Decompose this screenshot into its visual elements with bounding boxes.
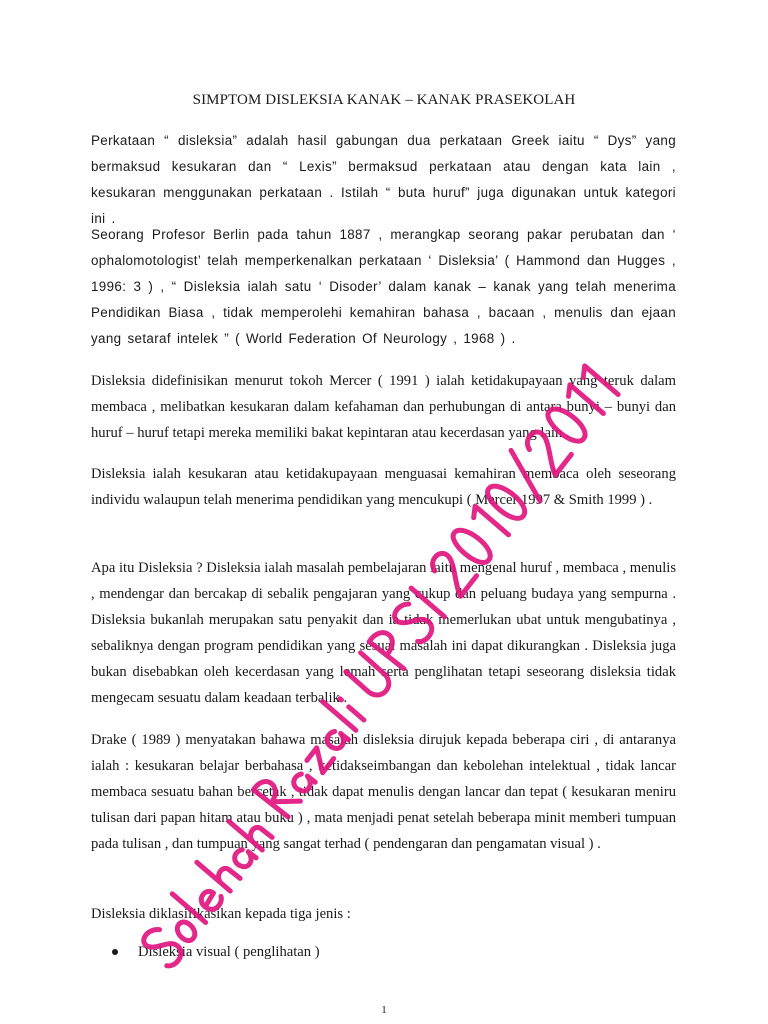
paragraph-7: Disleksia diklasifikasikan kepada tiga jenis : <box>91 906 351 922</box>
list-item <box>110 940 320 964</box>
document-title: SIMPTOM DISLEKSIA KANAK – KANAK PRASEKOLAH <box>192 92 576 108</box>
classification-list <box>110 940 320 964</box>
paragraph-4: Disleksia ialah kesukaran atau ketidakupayaan menguasai kemahiran membaca oleh seseorang individu walaupun telah menerima pendidikan yang mencukupi ( Mercer 1997 & Smith 1999 ) . <box>91 466 676 508</box>
list-item-label: Disleksia visual ( penglihatan ) <box>138 944 320 960</box>
paragraph-3: Disleksia didefinisikan menurut tokoh Mercer ( 1991 ) ialah ketidakupayaan yang teruk dalam membaca , melibatkan kesukaran dalam kefahaman dan perhubungan di antara bunyi – bunyi dan huruf – huruf tetapi mereka memiliki bakat kepintaran atau kecerdasan yang lain . <box>91 373 676 441</box>
paragraph-5: Apa itu Disleksia ? Disleksia ialah masalah pembelajaran iaitu mengenal huruf , membaca , menulis , mendengar dan bercakap di sebalik pengajaran yang cukup dan peluang budaya yang sempurna . Disleksia bukanlah merupakan satu penyakit dan ia tidak memerlukan ubat untuk mengubatinya , sebaliknya dengan program pendidikan yang sesuai masalah ini dapat dikurangkan . Disleksia juga bukan disebabkan oleh kecerdasan yang lemah serta penglihatan tetapi seseorang disleksia tidak mengecam sesuatu dalam keadaan terbalik . <box>91 560 676 706</box>
paragraph-1: Perkataan “ disleksia” adalah hasil gabungan dua perkataan Greek iaitu “ Dys” yang bermaksud kesukaran dan “ Lexis” bermaksud perkataan atau dengan kata lain , kesukaran menggunakan perkataan . Istilah “ buta huruf” juga digunakan untuk kategori ini . <box>91 133 676 226</box>
paragraph-2: Seorang Profesor Berlin pada tahun 1887 , merangkap seorang pakar perubatan dan ‘ ophalomotologist’ telah memperkenalkan perkataan ‘ Disleksia’ ( Hammond dan Hugges , 1996: 3 ) , “ Disleksia ialah satu ‘ Disoder’ dalam kanak – kanak yang telah menerima Pendidikan Biasa , tidak memperolehi kemahiran bahasa , bacaan , menulis dan ejaan yang setaraf intelek ” ( World Federation Of Neurology , 1968 ) . <box>91 227 676 346</box>
bullet-icon <box>112 949 118 955</box>
paragraph-6: Drake ( 1989 ) menyatakan bahawa masalah disleksia dirujuk kepada beberapa ciri , di antaranya ialah : kesukaran belajar berbahasa , ketidakseimbangan dan kebolehan intelektual , tidak lancar membaca sesuatu bahan bercetak , tidak dapat menulis dengan lancar dan tepat ( kesukaran meniru tulisan dari papan hitam atau buku ) , mata menjadi penat setelah beberapa minit memberi tumpuan pada tulisan , dan tumpuan yang sangat terhad ( pendengaran dan pengamatan visual ) . <box>91 732 676 852</box>
page-number: 1 <box>381 1004 387 1016</box>
